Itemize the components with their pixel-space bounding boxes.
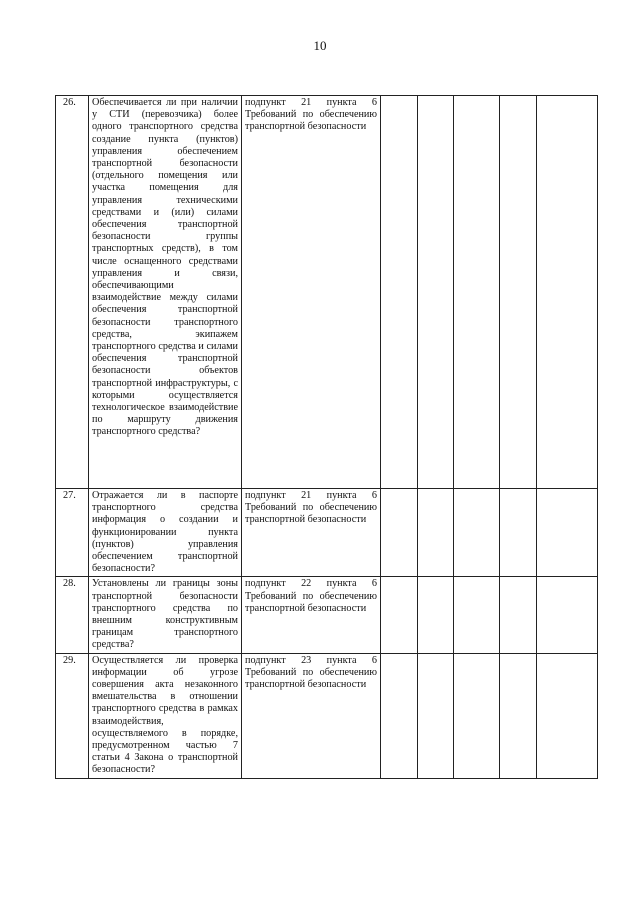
empty-cell: [381, 489, 418, 577]
empty-cell: [381, 577, 418, 653]
empty-cell: [537, 489, 598, 577]
question-cell: Обеспечивается ли при наличии у СТИ (перевозчика) более одного транспортного средства создание пункта (пунктов) управления обеспечением транспортной безопасности (отдельного помещения или участка помещения для управления техническими средствами и (или) силами обеспечения транспортной безопасности группы транспортных средств), в том числе оснащенного средствами управления и связи, обеспечивающими взаимодействие между силами обеспечения транспортной безопасности транспортного средства, экипажем транспортного средства и силами обеспечения транспортной безопасности объектов транспортной инфраструктуры, с которыми осуществляется технологическое взаимодействие по маршруту движения транспортного средства?: [89, 96, 242, 489]
empty-cell: [454, 96, 500, 489]
row-number: 26.: [56, 96, 89, 489]
table-row: [56, 577, 598, 653]
empty-cell: [500, 96, 537, 489]
legal-reference-cell: подпункт 21 пункта 6 Требований по обеспечению транспортной безопасности: [242, 96, 381, 489]
legal-reference-cell: подпункт 22 пункта 6 Требований по обеспечению транспортной безопасности: [242, 577, 381, 653]
empty-cell: [418, 96, 454, 489]
empty-cell: [537, 653, 598, 778]
empty-cell: [500, 653, 537, 778]
empty-cell: [500, 489, 537, 577]
empty-cell: [418, 577, 454, 653]
empty-cell: [454, 577, 500, 653]
requirements-checklist-table: [55, 95, 598, 779]
row-number: 29.: [56, 653, 89, 778]
row-number: 27.: [56, 489, 89, 577]
empty-cell: [454, 489, 500, 577]
legal-reference-cell: подпункт 21 пункта 6 Требований по обеспечению транспортной безопасности: [242, 489, 381, 577]
question-cell: Осуществляется ли проверка информации об угрозе совершения акта незаконного вмешательства в отношении транспортного средства в рамках взаимодействия, осуществляемого в порядке, предусмотренном частью 7 статьи 4 Закона о транспортной безопасности?: [89, 653, 242, 778]
empty-cell: [500, 577, 537, 653]
legal-reference-cell: подпункт 23 пункта 6 Требований по обеспечению транспортной безопасности: [242, 653, 381, 778]
page-number: 10: [313, 38, 327, 53]
empty-cell: [454, 653, 500, 778]
table-row: [56, 653, 598, 778]
table-row: [56, 96, 598, 489]
empty-cell: [537, 577, 598, 653]
table-row: [56, 489, 598, 577]
row-number: 28.: [56, 577, 89, 653]
question-cell: Отражается ли в паспорте транспортного средства информация о создании и функционировании пункта (пунктов) управления обеспечением транспортной безопасности?: [89, 489, 242, 577]
empty-cell: [418, 653, 454, 778]
empty-cell: [381, 96, 418, 489]
empty-cell: [537, 96, 598, 489]
empty-cell: [381, 653, 418, 778]
empty-cell: [418, 489, 454, 577]
question-cell: Установлены ли границы зоны транспортной безопасности транспортного средства по внешним конструктивным границам транспортного средства?: [89, 577, 242, 653]
